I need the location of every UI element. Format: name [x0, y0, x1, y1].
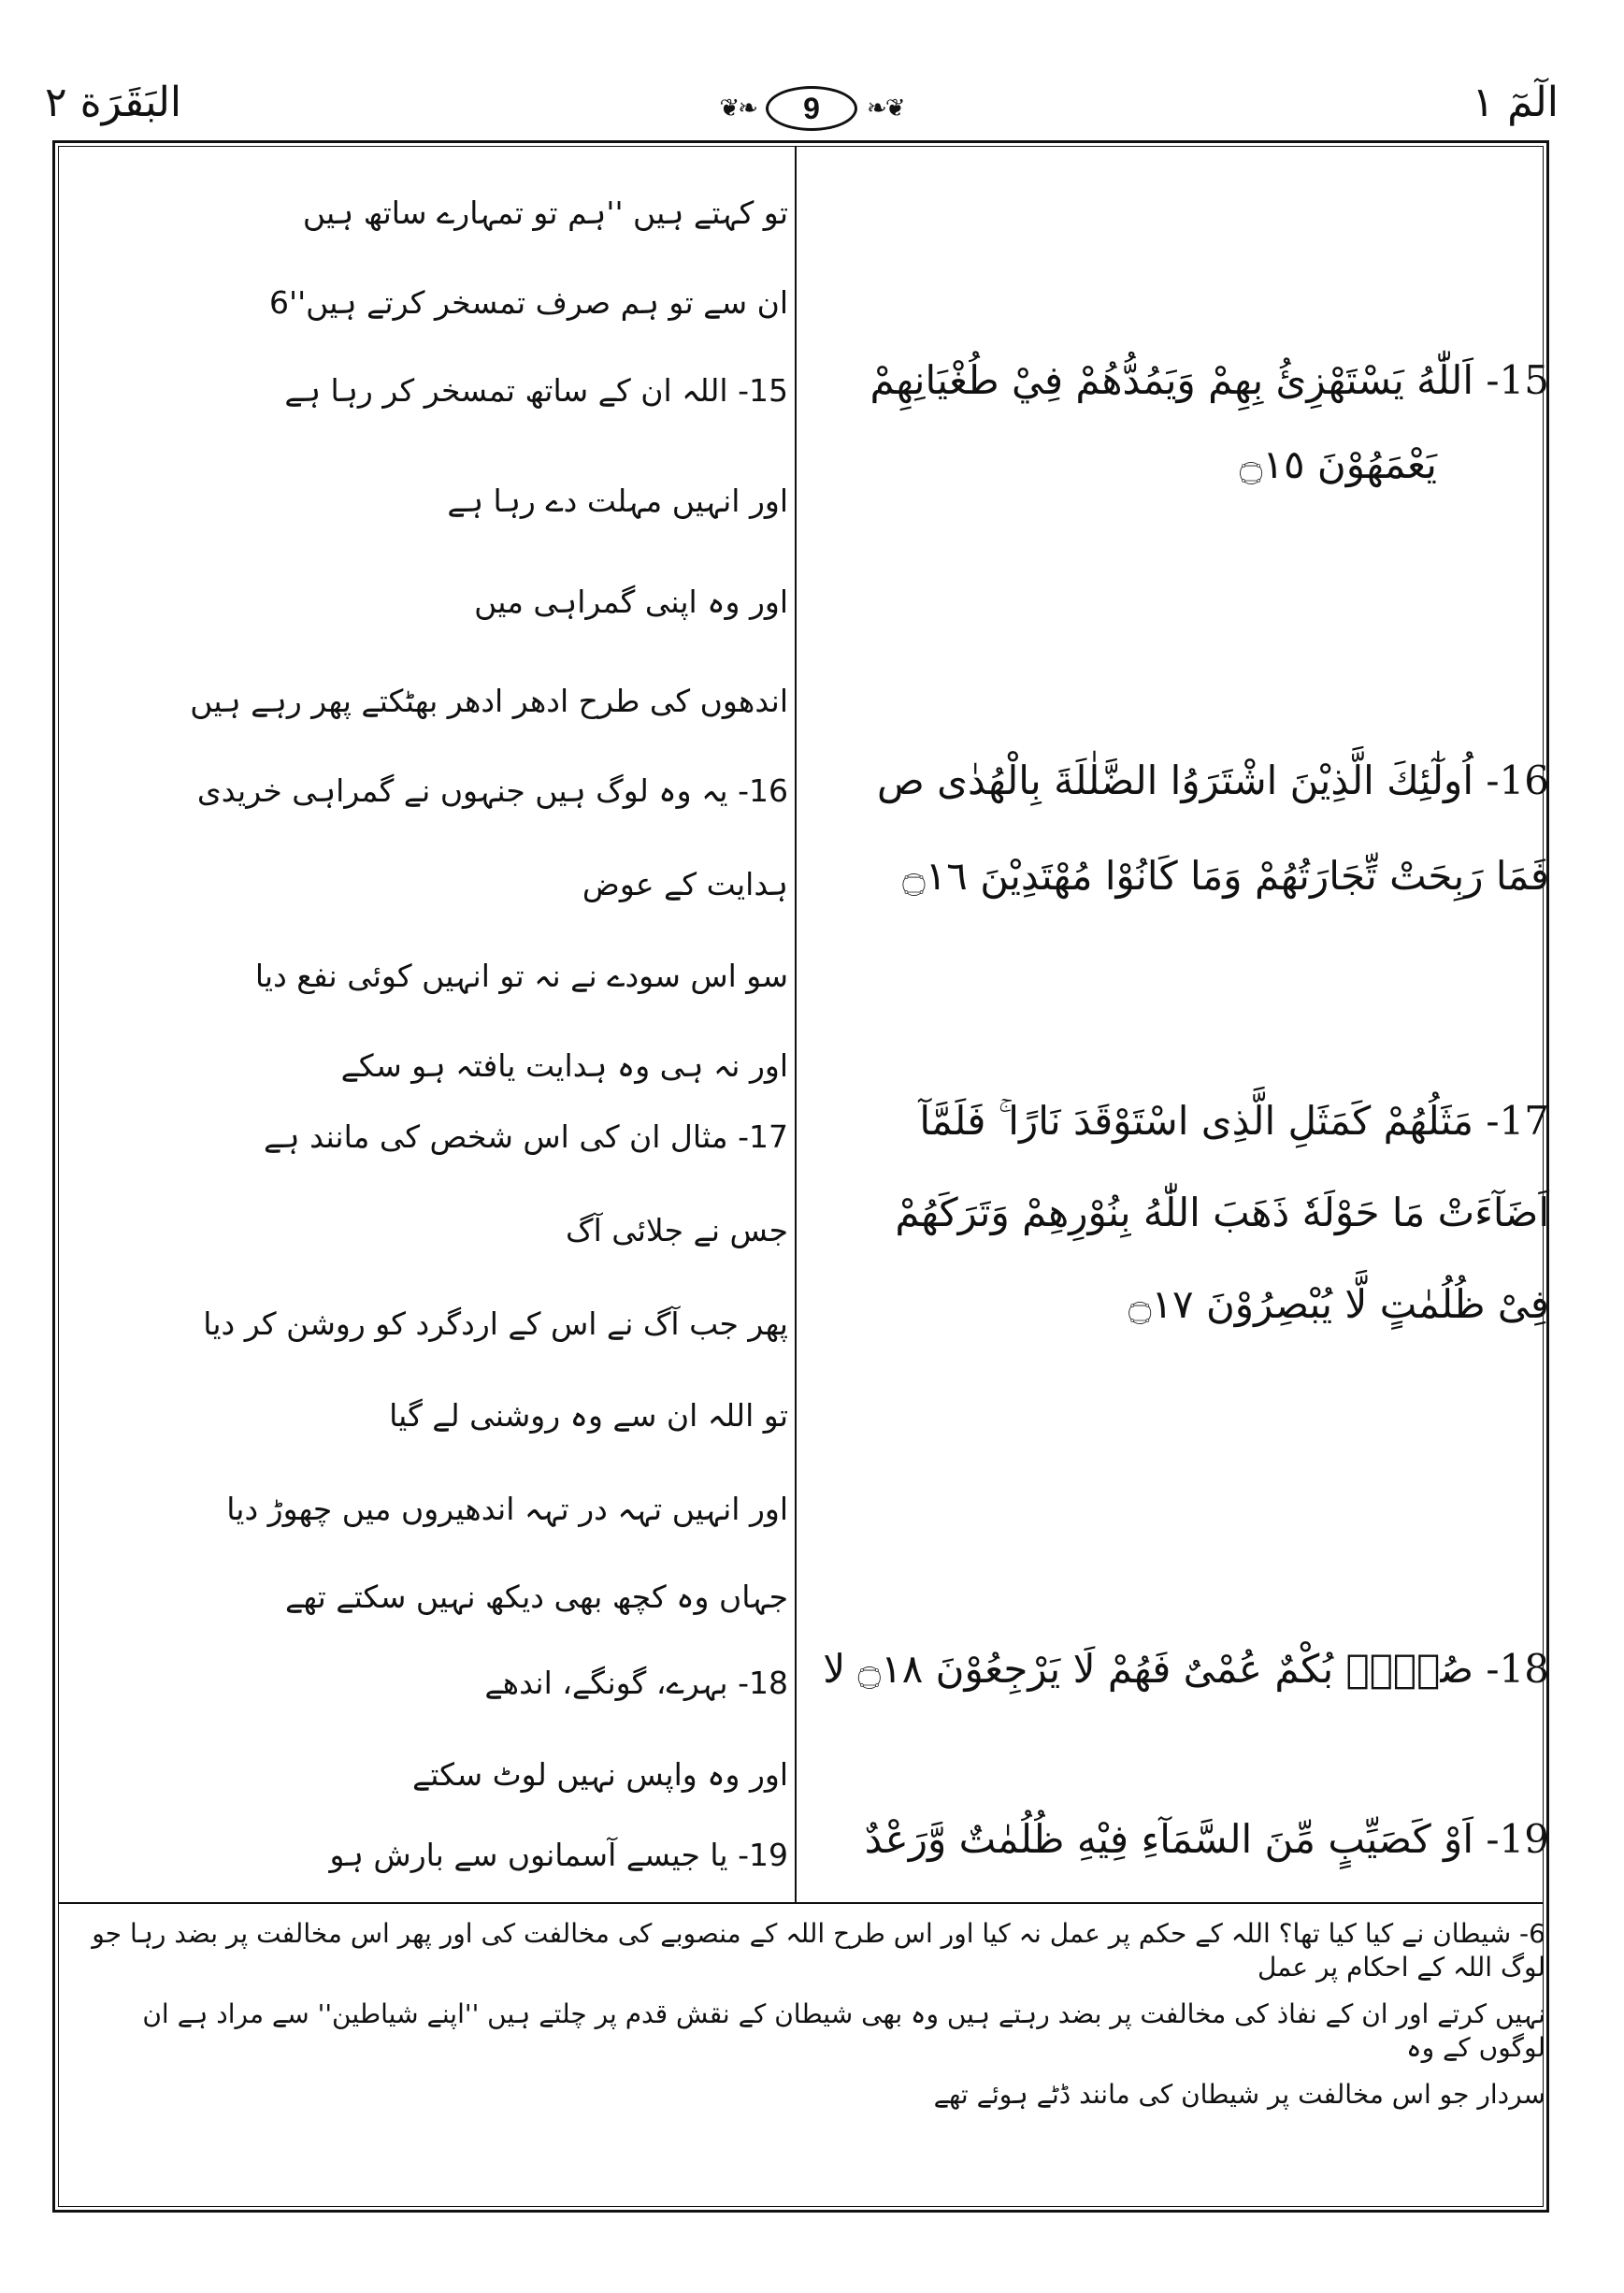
translation-line: جہاں وہ کچھ بھی دیکھ نہیں سکتے تھے — [285, 1579, 788, 1615]
ornament-left-icon: ❦❧ — [719, 94, 756, 123]
translation-line: 17- مثال ان کی اس شخص کی مانند ہے — [263, 1118, 788, 1155]
arabic-verse-15-line-1: 15- اَللّٰهُ يَسْتَهْزِئُ بِهِمْ وَيَمُدُّهُمْ فِيْ طُغْيَانِهِمْ — [869, 357, 1549, 403]
footnote-divider — [58, 1902, 1544, 1904]
translation-line: جس نے جلائی آگ — [566, 1212, 788, 1248]
page-number: 9 — [766, 86, 857, 131]
translation-line: اور نہ ہی وہ ہدایت یافتہ ہو سکے — [340, 1047, 788, 1084]
arabic-verse-19: 19- اَوْ كَصَيِّبٍ مِّنَ السَّمَآءِ فِيْهِ ظُلُمٰتٌ وَّرَعْدٌ — [864, 1816, 1549, 1862]
translation-line: سو اس سودے نے نہ تو انہیں کوئی نفع دیا — [254, 958, 788, 994]
arabic-verse-17-line-1: 17- مَثَلُهُمْ كَمَثَلِ الَّذِى اسْتَوْقَدَ نَارًا ۚ فَلَمَّآ — [919, 1098, 1549, 1144]
translation-line: 16- یہ وہ لوگ ہیں جنہوں نے گمراہی خریدی — [196, 772, 788, 809]
translation-line: اور انہیں مہلت دے رہا ہے — [447, 483, 788, 519]
column-divider — [795, 146, 797, 1902]
footnote-line: سردار جو اس مخالفت پر شیطان کی مانند ڈٹے ہوئے تھے — [933, 2079, 1545, 2110]
arabic-verse-17-line-3: فِىْ ظُلُمٰتٍ لَّا يُبْصِرُوْنَ ۝١٧ — [1128, 1281, 1549, 1327]
arabic-verse-18: 18- صُمٌّۢ بُكْمٌ عُمْىٌ فَهُمْ لَا يَرْجِعُوْنَ ۝١٨ لا — [823, 1646, 1549, 1692]
arabic-verse-16-line-1: 16- اُولٰٓئِكَ الَّذِيْنَ اشْتَرَوُا الضَّلٰلَةَ بِالْهُدٰى ص — [877, 757, 1549, 803]
ornament-right-icon: ❧❦ — [867, 94, 904, 123]
translation-line: 15- اللہ ان کے ساتھ تمسخر کر رہا ہے — [284, 372, 788, 409]
translation-line: تو کہتے ہیں ''ہم تو تمہارے ساتھ ہیں — [302, 195, 788, 231]
translation-line: اور انہیں تہہ در تہہ اندھیروں میں چھوڑ دیا — [226, 1491, 788, 1527]
arabic-verse-16-line-2: فَمَا رَبِحَتْ تِّجَارَتُهُمْ وَمَا كَانُوْا مُهْتَدِيْنَ ۝١٦ — [902, 853, 1549, 899]
translation-line: اور وہ واپس نہیں لوٹ سکتے — [411, 1756, 788, 1793]
translation-line: پھر جب آگ نے اس کے اردگرد کو روشن کر دیا — [203, 1305, 788, 1342]
translation-line: 18- بہرے، گونگے، اندھے — [484, 1665, 788, 1701]
footnote-line: 6- شیطان نے کیا کیا تھا؟ اللہ کے حکم پر عمل نہ کیا اور اس طرح اللہ کے منصوبے کی مخالفت کی اور پھر اس مخالفت پر بضد رہا جو لوگ اللہ کے احکام پر عمل — [92, 1918, 1545, 1983]
juz-name: الٓمٓ ١ — [1472, 79, 1559, 126]
translation-line: تو اللہ ان سے وہ روشنی لے گیا — [389, 1397, 788, 1434]
translation-line: ان سے تو ہم صرف تمسخر کرتے ہیں''6 — [269, 284, 788, 321]
translation-line: 19- یا جیسے آسمانوں سے بارش ہو — [329, 1837, 788, 1873]
page-number-ornament — [699, 82, 924, 135]
arabic-verse-17-line-2: اَضَآءَتْ مَا حَوْلَهٗ ذَهَبَ اللّٰهُ بِنُوْرِهِمْ وَتَرَكَهُمْ — [895, 1190, 1549, 1235]
footnote-line: نہیں کرتے اور ان کے نفاذ کی مخالفت پر بضد رہتے ہیں وہ بھی شیطان کے نقش قدم پر چلتے ہیں ''اپنے شیاطین'' سے مراد ہے ان لوگوں کے وہ — [142, 1998, 1545, 2064]
arabic-verse-15-line-2: يَعْمَهُوْنَ ۝١٥ — [1239, 441, 1437, 487]
surah-name: البَقَرَة ٢ — [45, 79, 182, 126]
translation-line: اندھوں کی طرح ادھر ادھر بھٹکتے پھر رہے ہیں — [190, 683, 788, 719]
translation-line: ہدایت کے عوض — [582, 866, 788, 902]
translation-line: اور وہ اپنی گمراہی میں — [474, 584, 788, 620]
